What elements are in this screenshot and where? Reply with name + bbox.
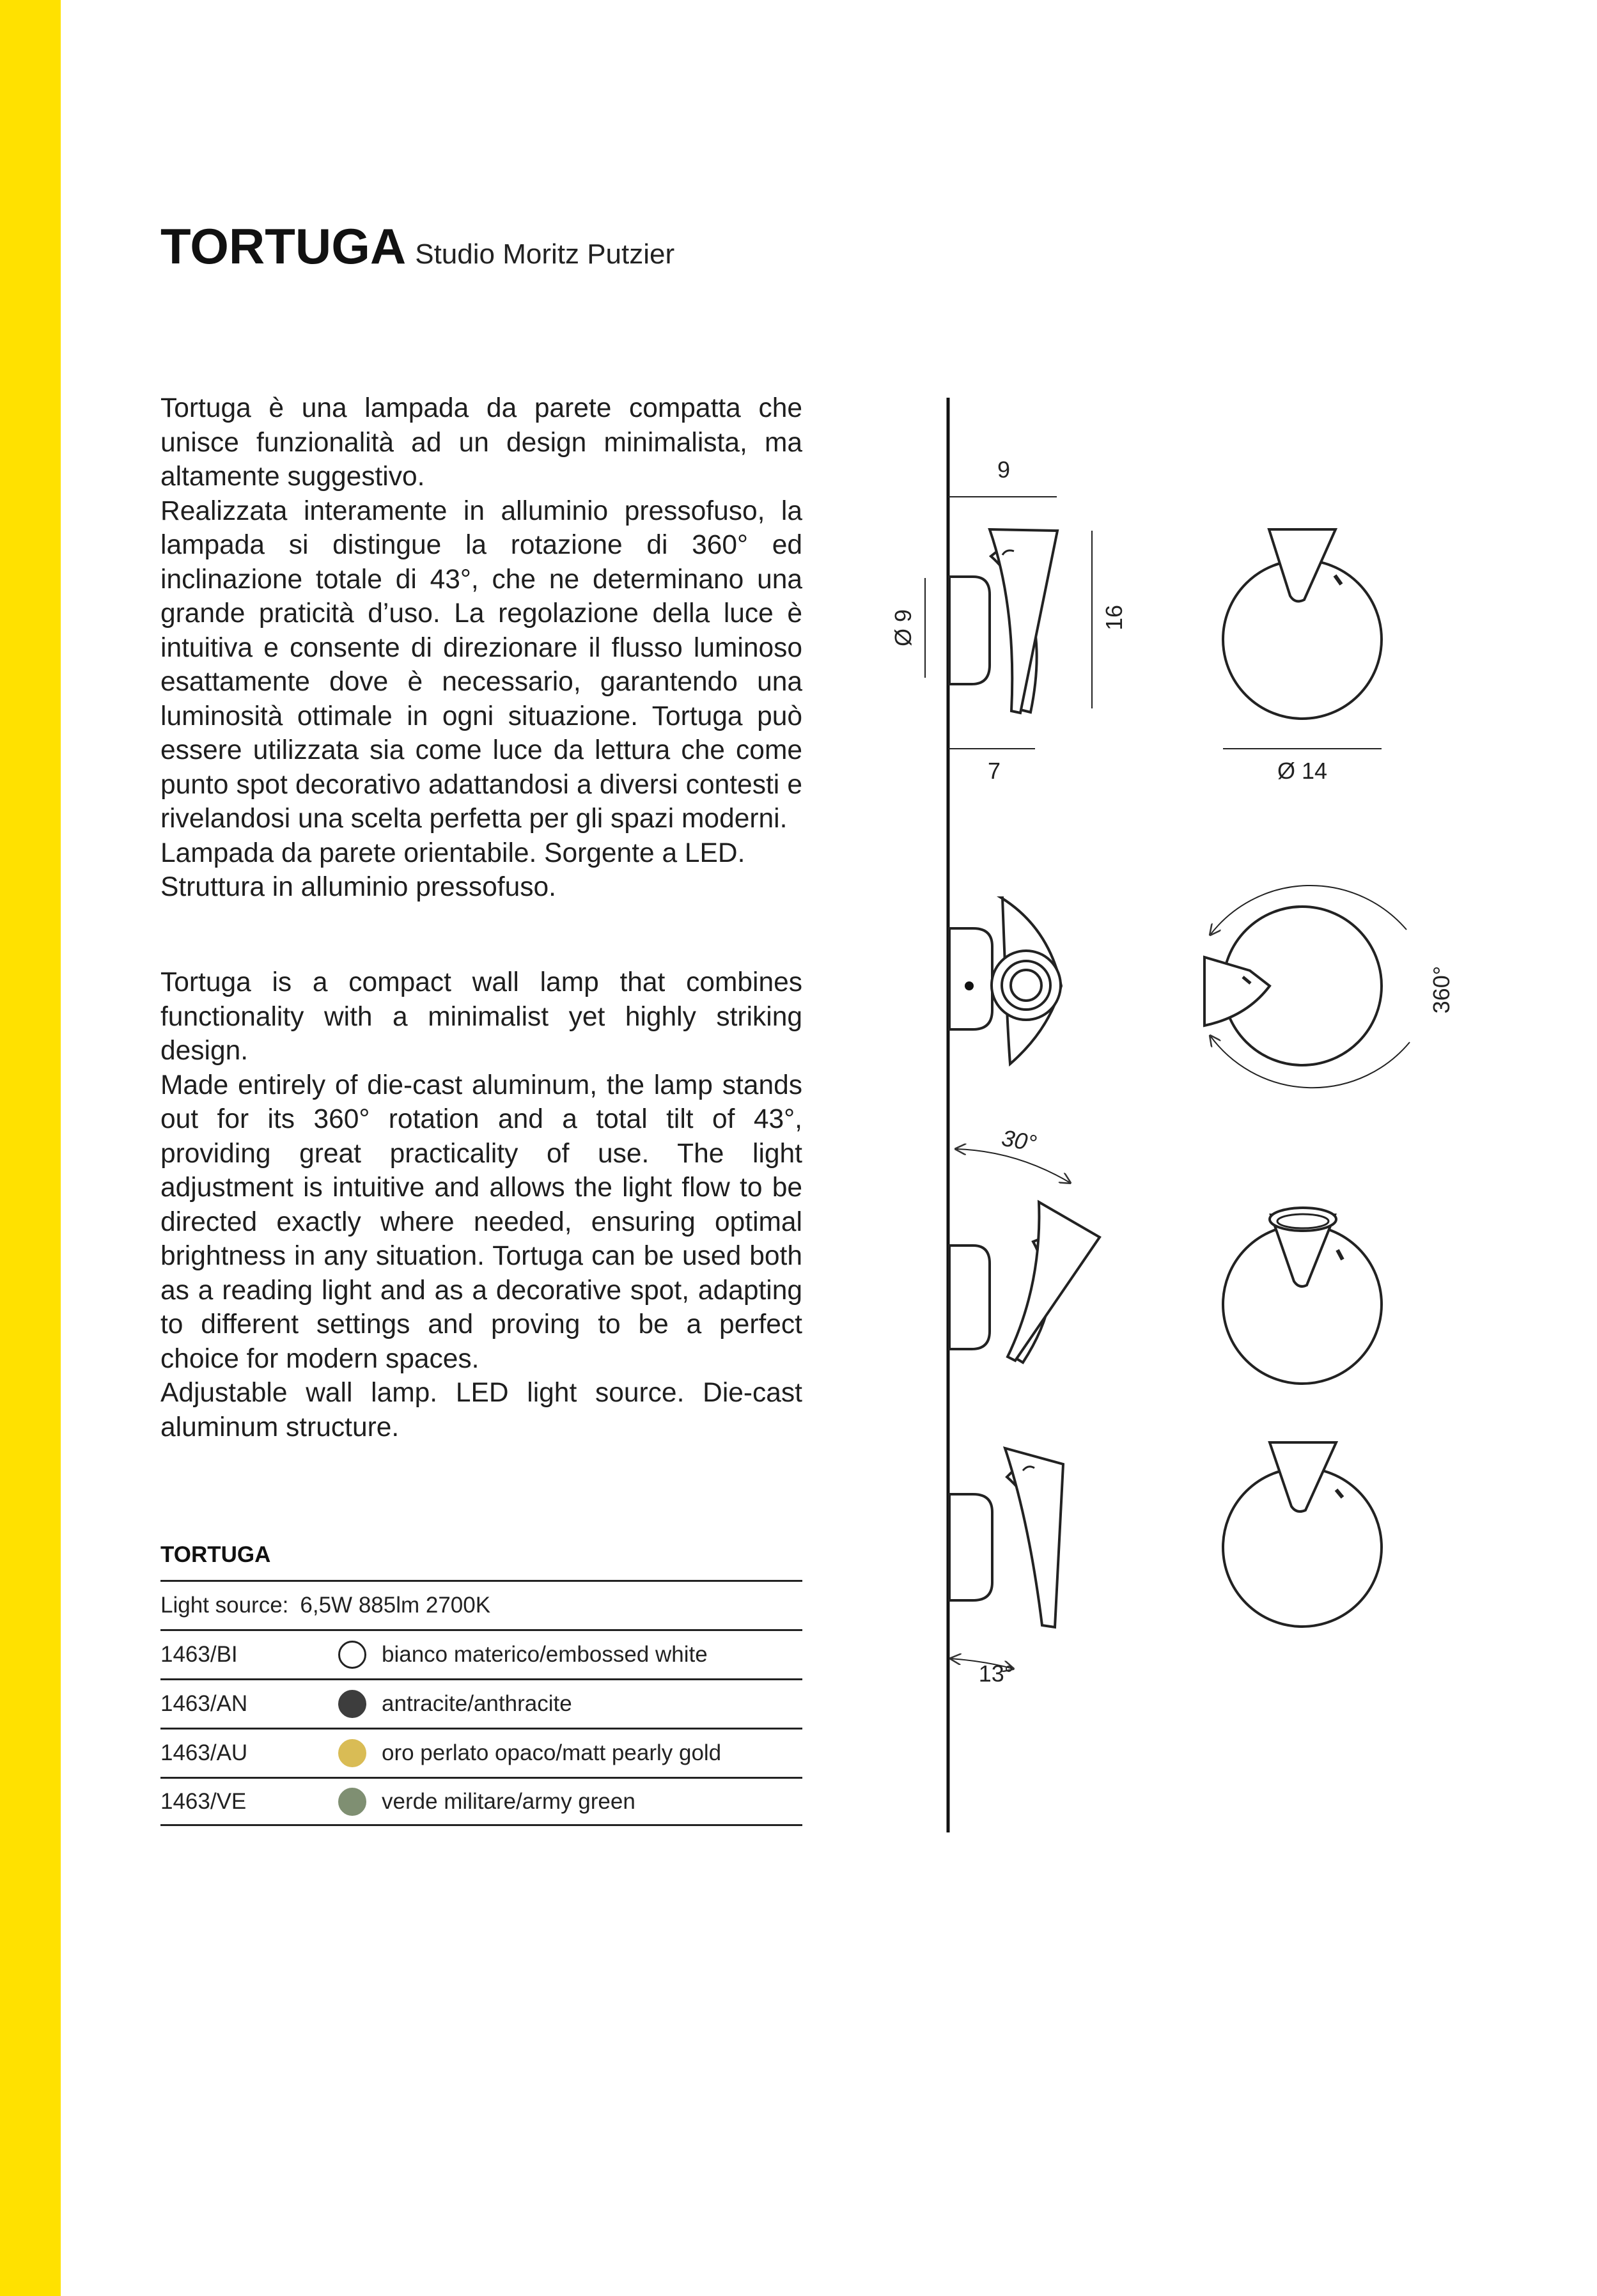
- variant-code: 1463/BI: [160, 1642, 238, 1667]
- tilt-down-side-drawing: [949, 1448, 1063, 1669]
- variant-code: 1463/AN: [160, 1691, 248, 1716]
- variant-code: 1463/AU: [160, 1740, 248, 1765]
- english-paragraph-2: Made entirely of die-cast aluminum, the lamp stands out for its 360° rotation and a total tilt of 43°, providing great practicality of use. The light adjustment is intuitive and allows the light flow to be directed exactly where needed, ensuring optimal brightness in any situation. Tortuga can be used both as a reading light and as a decorative spot, adapting to different settings and proving to be a perfect choice for modern spaces.: [160, 1070, 802, 1374]
- tilt-down-label: 13°: [978, 1660, 1014, 1687]
- english-paragraph-1: Tortuga is a compact wall lamp that combines functionality with a minimalist yet highly striking design.: [160, 967, 802, 1066]
- tilt-up-label: 30°: [999, 1124, 1039, 1157]
- variant-finish: oro perlato opaco/matt pearly gold: [382, 1740, 722, 1765]
- lamp-shade: [1005, 1448, 1063, 1627]
- lamp-shade: [1008, 1202, 1100, 1361]
- side-view-lens-drawing: [949, 898, 1061, 1064]
- italian-paragraph-3: Lampada da parete orientabile. Sorgente a LED.: [160, 838, 745, 868]
- designer-name: Studio Moritz Putzier: [415, 238, 675, 270]
- lamp-shade: [990, 529, 1057, 713]
- variant-finish: verde militare/army green: [382, 1788, 635, 1814]
- tilt-up-side-drawing: [949, 1149, 1100, 1363]
- dimension-base-diameter-label: Ø 9: [890, 609, 916, 647]
- italian-paragraph-4: Struttura in alluminio pressofuso.: [160, 872, 556, 902]
- front-view-bottom-drawing: [1223, 1442, 1382, 1627]
- italian-paragraph-2: Realizzata interamente in alluminio pressofuso, la lampada si distingue la rotazione di 360° ed inclinazione totale di 43°, che ne determinano una grande praticità d’uso. La regolazione della luce è intuitiva e consente di direzionare il flusso luminoso esattamente dove è necessario, garantendo una luminosità ottimale in ogni situazione. Tortuga può essere utilizzata sia come luce da lettura che come punto spot decorativo adattandosi a diversi contesti e rivelandosi una scelta perfetta per gli spazi moderni.: [160, 496, 802, 834]
- english-paragraph-3: Adjustable wall lamp. LED light source. Die-cast aluminum structure.: [160, 1378, 802, 1442]
- front-view-open-drawing: [1223, 1208, 1382, 1384]
- variant-finish: bianco materico/embossed white: [382, 1642, 708, 1667]
- wall-base: [949, 928, 992, 1029]
- dimension-depth-top-label: 9: [997, 457, 1011, 483]
- spec-table-title: TORTUGA: [160, 1542, 271, 1567]
- dimension-depth-bottom-label: 7: [987, 758, 1001, 784]
- lamp-opening-inner: [1277, 1214, 1328, 1228]
- wall-base: [949, 1494, 992, 1600]
- product-name: TORTUGA: [160, 218, 407, 274]
- variant-finish: antracite/anthracite: [382, 1691, 572, 1716]
- front-view-drawing: [1223, 529, 1382, 749]
- dimension-height-label: 16: [1101, 604, 1127, 631]
- wall-base: [949, 1246, 990, 1349]
- dimension-diameter-label: Ø 14: [1277, 758, 1328, 784]
- variant-code: 1463/VE: [160, 1788, 247, 1814]
- tilt-up-arc: [956, 1149, 1070, 1183]
- rotation-view-drawing: [1204, 886, 1410, 1088]
- lens-inner: [1011, 970, 1041, 1001]
- light-source-label: Light source:: [160, 1593, 289, 1618]
- italian-paragraph-1: Tortuga è una lampada da parete compatta che unisce funzionalità ad un design minimalista, ma altamente suggestivo.: [160, 393, 802, 492]
- light-source-value: 6,5W 885lm 2700K: [300, 1593, 491, 1618]
- side-view-drawing: [925, 497, 1092, 749]
- wall-base: [949, 577, 990, 684]
- rotation-label: 360°: [1428, 965, 1454, 1014]
- screw-dot: [965, 981, 974, 990]
